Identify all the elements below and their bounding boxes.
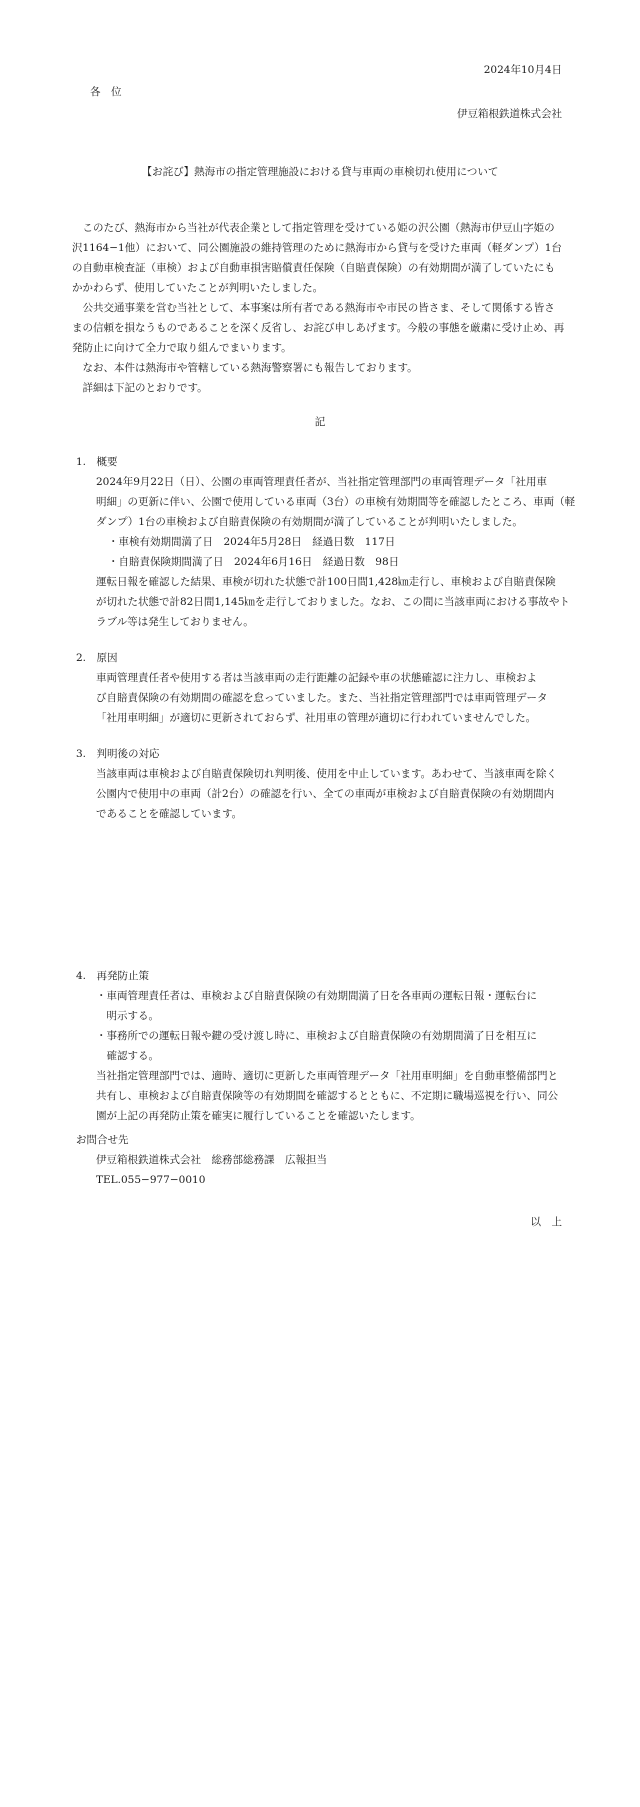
section-2-line: 車両管理責任者や使用する者は当該車両の走行距離の記録や車の状態確認に注力し、車検およ bbox=[96, 672, 537, 684]
intro-paragraph-3 bbox=[72, 358, 558, 378]
section-1-line: 明細」の更新に伴い、公園で使用している車両（3台）の車検有効期間等を確認したところ、車両（軽 bbox=[96, 496, 576, 508]
section-3-body bbox=[96, 764, 566, 824]
intro-p4-line: 詳細は下記のとおりです。 bbox=[72, 382, 208, 394]
intro-p3-line: なお、本件は熱海市や管轄している熱海警察署にも報告しております。 bbox=[72, 362, 418, 374]
document-date: 2024年10月4日 bbox=[483, 64, 562, 76]
intro-p1-line: 沢1164−1他）において、同公園施設の維持管理のために熱海市から貸与を受けた車両（軽ダンプ）1台 bbox=[72, 242, 562, 254]
addressee: 各 位 bbox=[90, 86, 122, 98]
section-4-heading: 4. 再発防止策 bbox=[76, 970, 150, 982]
section-4-bullet: ・事務所での運転日報や鍵の受け渡し時に、車検および自賠責保険の有効期間満了日を相互に bbox=[96, 1030, 537, 1042]
section-1-heading: 1. 概要 bbox=[76, 456, 118, 468]
section-1-line: 運転日報を確認した結果、車検が切れた状態で計100日間1,428㎞走行し、車検および自賠責保険 bbox=[96, 576, 556, 588]
intro-paragraph-4 bbox=[72, 378, 558, 398]
intro-paragraph-2 bbox=[72, 298, 565, 358]
section-3-line: であることを確認しています。 bbox=[96, 808, 243, 820]
ki-marker: 記 bbox=[314, 416, 326, 428]
section-4-body bbox=[96, 986, 566, 1126]
intro-p2-line: 発防止に向けて全力で取り組んでまいります。 bbox=[72, 342, 292, 354]
section-4-line: 当社指定管理部門では、適時、適切に更新した車両管理データ「社用車明細」を自動車整備部門と bbox=[96, 1070, 558, 1082]
intro-paragraph-1 bbox=[72, 218, 562, 298]
section-2-heading: 2. 原因 bbox=[76, 652, 118, 664]
section-4-bullet: 明示する。 bbox=[96, 1010, 159, 1022]
section-4-line: 共有し、車検および自賠責保険等の有効期間を確認するとともに、不定期に職場巡視を行い、同公 bbox=[96, 1090, 558, 1102]
document-title: 【お詫び】熱海市の指定管理施設における貸与車両の車検切れ使用について bbox=[141, 166, 499, 178]
intro-p2-line: まの信頼を損なうものであることを深く反省し、お詫び申しあげます。今般の事態を厳粛に受け止め、再 bbox=[72, 322, 565, 334]
section-3-line: 公園内で使用中の車両（計2台）の確認を行い、全ての車両が車検および自賠責保険の有効期間内 bbox=[96, 788, 555, 800]
section-4-bullet: ・車両管理責任者は、車検および自賠責保険の有効期間満了日を各車両の運転日報・運転台に bbox=[96, 990, 537, 1002]
intro-p1-line: の自動車検査証（車検）および自動車損害賠償責任保険（自賠責保険）の有効期間が満了していたにも bbox=[72, 262, 555, 274]
section-1-line: が切れた状態で計82日間1,145㎞を走行しておりました。なお、この間に当該車両における事故やト bbox=[96, 596, 570, 608]
intro-p2-line: 公共交通事業を営む当社として、本事案は所有者である熱海市や市民の皆さま、そして関係する皆さ bbox=[72, 302, 555, 314]
intro-p1-line: このたび、熱海市から当社が代表企業として指定管理を受けている姫の沢公園（熱海市伊豆山字姫の bbox=[72, 222, 555, 234]
section-1-body bbox=[96, 472, 576, 632]
section-1-bullet: ・車検有効期間満了日 2024年5月28日 経過日数 117日 bbox=[108, 536, 396, 548]
intro-p1-line: かかわらず、使用していたことが判明いたしました。 bbox=[72, 282, 324, 294]
section-3-line: 当該車両は車検および自賠責保険切れ判明後、使用を中止しています。あわせて、当該車両を除く bbox=[96, 768, 557, 780]
contact-department: 伊豆箱根鉄道株式会社 総務部総務課 広報担当 bbox=[96, 1154, 327, 1166]
section-2-body bbox=[96, 668, 566, 728]
section-2-line: 「社用車明細」が適切に更新されておらず、社用車の管理が適切に行われていませんでした。 bbox=[96, 712, 537, 724]
section-4-line: 園が上記の再発防止策を確実に履行していることを確認いたします。 bbox=[96, 1110, 421, 1122]
closing-mark: 以 上 bbox=[530, 1216, 562, 1228]
section-1-line: 2024年9月22日（日）、公園の車両管理責任者が、当社指定管理部門の車両管理データ「社用車 bbox=[96, 476, 548, 488]
contact-body bbox=[96, 1150, 566, 1190]
section-4-bullet: 確認する。 bbox=[96, 1050, 159, 1062]
section-3-heading: 3. 判明後の対応 bbox=[76, 748, 160, 760]
contact-phone: TEL.055−977−0010 bbox=[96, 1174, 206, 1186]
section-1-line: ラブル等は発生しておりません。 bbox=[96, 616, 254, 628]
section-1-line: ダンプ）1台の車検および自賠責保険の有効期間が満了していることが判明いたしました。 bbox=[96, 516, 523, 528]
company-name: 伊豆箱根鉄道株式会社 bbox=[457, 108, 562, 120]
section-2-line: び自賠責保険の有効期間の確認を怠っていました。また、当社指定管理部門では車両管理データ bbox=[96, 692, 548, 704]
section-1-bullet: ・自賠責保険期間満了日 2024年6月16日 経過日数 98日 bbox=[108, 556, 400, 568]
contact-heading: お問合せ先 bbox=[76, 1134, 129, 1146]
